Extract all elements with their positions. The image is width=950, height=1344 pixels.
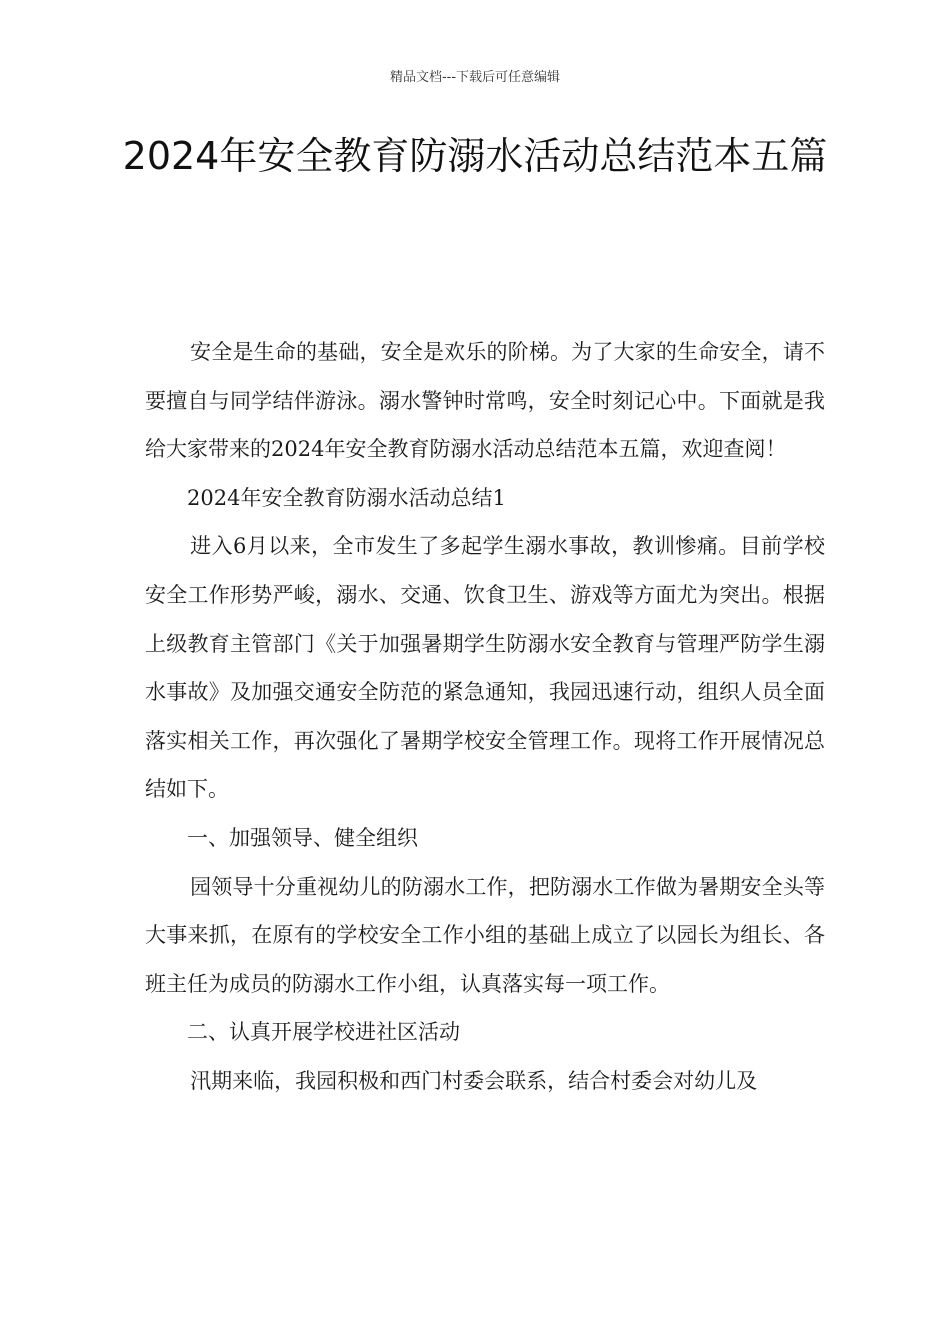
section-heading: 二、认真开展学校进社区活动 — [187, 1020, 460, 1045]
section-heading: 一、加强领导、健全组织 — [187, 825, 418, 850]
document-title: 2024年安全教育防溺水活动总结范本五篇 — [122, 134, 828, 178]
page-header: 精品文档---下载后可任意编辑 — [389, 70, 561, 85]
body-paragraph: 园领导十分重视幼儿的防溺水工作，把防溺水工作做为暑期安全头等大事来抓，在原有的学校安全工作小组的基础上成立了以园长为组长、各班主任为成员的防溺水工作小组，认真落实每一项工作。 — [145, 874, 825, 996]
body-paragraph: 汛期来临，我园积极和西门村委会联系，结合村委会对幼儿及 — [190, 1068, 758, 1093]
intro-paragraph: 安全是生命的基础，安全是欢乐的阶梯。为了大家的生命安全，请不要擅自与同学结伴游泳。溺水警钟时常鸣，安全时刻记心中。下面就是我给大家带来的2024年安全教育防溺水活动总结范本五篇，欢迎查阅！ — [145, 340, 825, 462]
section-heading: 2024年安全教育防溺水活动总结1 — [187, 485, 506, 510]
document-body — [145, 328, 825, 1106]
body-paragraph: 进入6月以来，全市发生了多起学生溺水事故，教训惨痛。目前学校安全工作形势严峻，溺水、交通、饮食卫生、游戏等方面尤为突出。根据上级教育主管部门《关于加强暑期学生防溺水安全教育与管理严防学生溺水事故》及加强交通安全防范的紧急通知，我园迅速行动，组织人员全面落实相关工作，再次强化了暑期学校安全管理工作。现将工作开展情况总结如下。 — [145, 534, 825, 802]
